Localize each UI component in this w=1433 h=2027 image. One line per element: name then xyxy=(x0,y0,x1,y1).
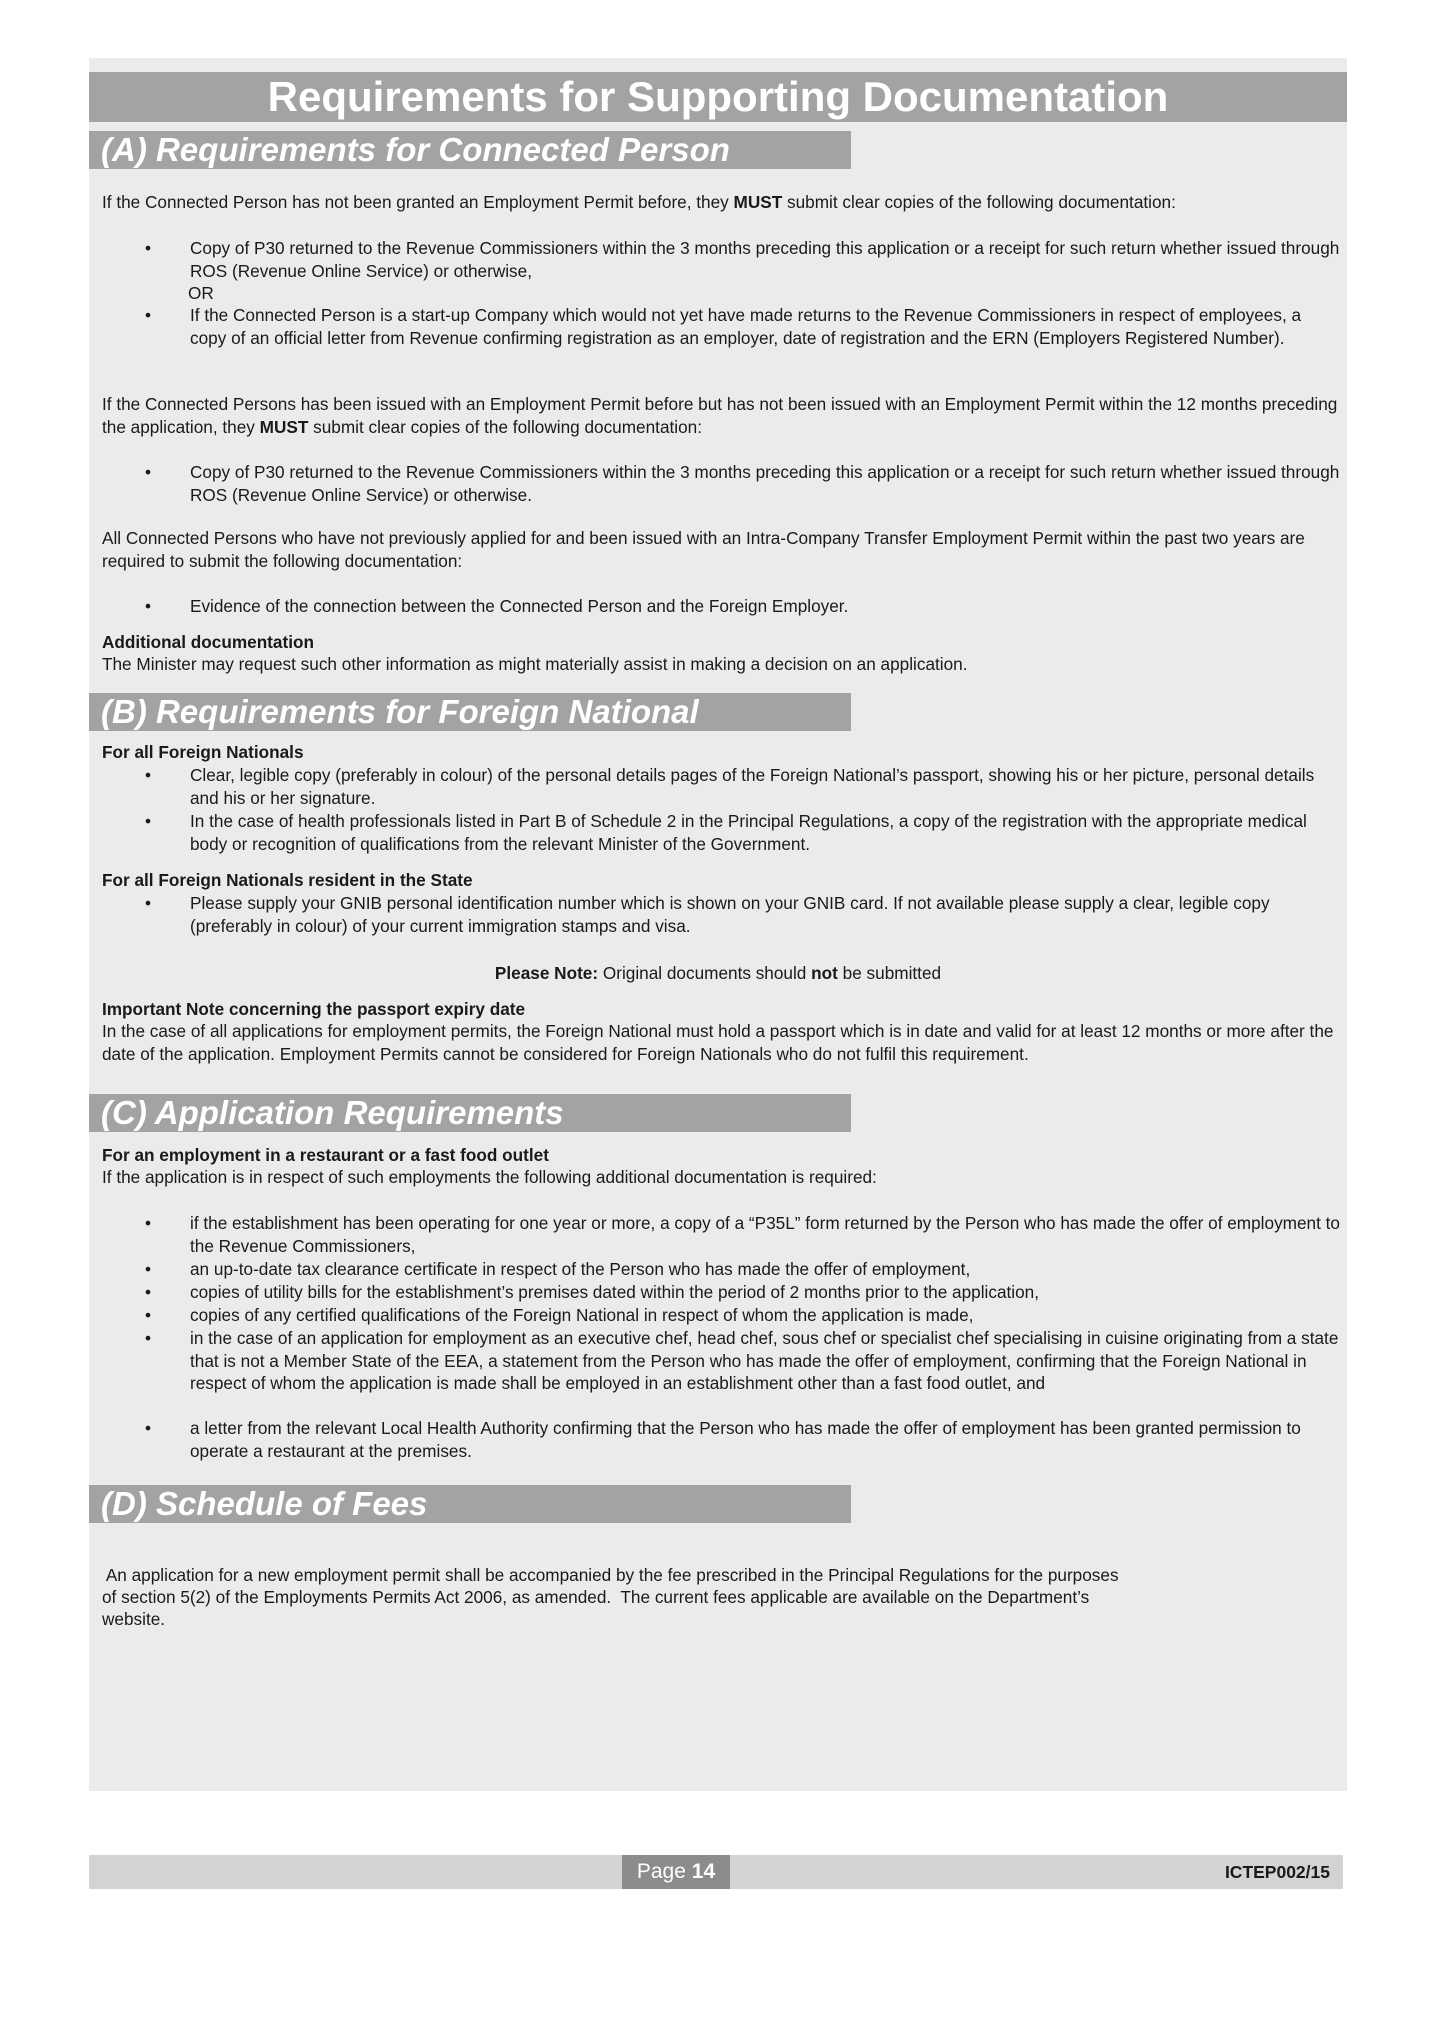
document-code: ICTEP002/15 xyxy=(1224,1862,1330,1882)
resident-nationals-heading: For all Foreign Nationals resident in the State xyxy=(102,870,473,890)
bullet-icon: • xyxy=(145,1418,152,1438)
list-item-text: Copy of P30 returned to the Revenue Commissioners within the 3 months preceding this application or a receipt for such return whether issued through ROS (Revenue Online Service) or otherwise. xyxy=(190,462,1340,505)
list-item-text: Evidence of the connection between the Connected Person and the Foreign Employer. xyxy=(190,596,849,616)
list-item-text: if the establishment has been operating for one year or more, a copy of a “P35L” form returned by the Person who has made the offer of employment to the Revenue Commissioners, xyxy=(190,1213,1340,1256)
bullet-icon: • xyxy=(145,1213,152,1233)
bullet-icon: • xyxy=(145,305,152,325)
list-item-text: a letter from the relevant Local Health Authority confirming that the Person who has made the offer of employment has been granted permission to operate a restaurant at the premises. xyxy=(190,1418,1301,1461)
list-item-text: copies of utility bills for the establishment’s premises dated within the period of 2 months prior to the application, xyxy=(190,1282,1040,1302)
fees-text-line-3: website. xyxy=(102,1609,166,1629)
list-item-text: If the Connected Person is a start-up Company which would not yet have made returns to the Revenue Commissioners in respect of employees, a copy of an official letter from Revenue confirming registration as an employer, date of registration and the ERN (Employers Registered Number). xyxy=(190,305,1302,348)
restaurant-intro: If the application is in respect of such employments the following additional documentation is required: xyxy=(102,1167,877,1187)
list-item-text: Please supply your GNIB personal identification number which is shown on your GNIB card. If not available please supply a clear, legible copy (preferably in colour) of your current immigration stamps and visa. xyxy=(190,893,1270,936)
section-a-intro-1: If the Connected Person has not been granted an Employment Permit before, they MUST submit clear copies of the following documentation: xyxy=(102,192,1176,212)
restaurant-heading: For an employment in a restaurant or a fast food outlet xyxy=(102,1145,549,1165)
bullet-icon: • xyxy=(145,1282,152,1302)
section-b-header: (B) Requirements for Foreign National xyxy=(89,693,851,731)
list-item-text: copies of any certified qualifications of the Foreign National in respect of whom the application is made, xyxy=(190,1305,974,1325)
bullet-icon: • xyxy=(145,1305,152,1325)
page-number: Page 14 xyxy=(622,1855,730,1889)
section-d-header: (D) Schedule of Fees xyxy=(89,1485,851,1523)
bullet-icon: • xyxy=(145,1259,152,1279)
additional-documentation-text: The Minister may request such other information as might materially assist in making a decision on an application. xyxy=(102,654,968,674)
page-title: Requirements for Supporting Documentation xyxy=(89,72,1347,122)
section-a-header: (A) Requirements for Connected Person xyxy=(89,131,851,169)
bullet-icon: • xyxy=(145,765,152,785)
fees-text-line-2: of section 5(2) of the Employments Permits Act 2006, as amended. The current fees applicable are available on the Department’s xyxy=(102,1587,1090,1607)
bullet-icon: • xyxy=(145,811,152,831)
section-a-intro-3: All Connected Persons who have not previously applied for and been issued with an Intra-Company Transfer Employment Permit within the past two years are required to submit the following documentation: xyxy=(102,528,1305,571)
list-item-text: Copy of P30 returned to the Revenue Commissioners within the 3 months preceding this application or a receipt for such return whether issued through ROS (Revenue Online Service) or otherwise, xyxy=(190,238,1340,281)
passport-expiry-heading: Important Note concerning the passport expiry date xyxy=(102,999,526,1019)
section-c-header: (C) Application Requirements xyxy=(89,1094,851,1132)
bullet-icon: • xyxy=(145,893,152,913)
or-separator: OR xyxy=(188,283,214,303)
section-a-intro-2: If the Connected Persons has been issued with an Employment Permit before but has not been issued with an Employment Permit within the 12 months preceding the application, they MUST submit clear copies of the following documentation: xyxy=(102,394,1338,437)
additional-documentation-heading: Additional documentation xyxy=(102,632,314,652)
list-item-text: an up-to-date tax clearance certificate in respect of the Person who has made the offer of employment, xyxy=(190,1259,971,1279)
fees-text-line-1: An application for a new employment permit shall be accompanied by the fee prescribed in the Principal Regulations for the purposes xyxy=(102,1565,1119,1585)
passport-expiry-text: In the case of all applications for employment permits, the Foreign National must hold a passport which is in date and valid for at least 12 months or more after the date of the application. Employment Permits cannot be considered for Foreign Nationals who do not fulfil this requirement. xyxy=(102,1021,1334,1064)
list-item-text: In the case of health professionals listed in Part B of Schedule 2 in the Principal Regulations, a copy of the registration with the appropriate medical body or recognition of qualifications from the relevant Minister of the Government. xyxy=(190,811,1307,854)
please-note: Please Note: Original documents should not be submitted xyxy=(494,963,942,983)
foreign-nationals-heading: For all Foreign Nationals xyxy=(102,742,304,762)
list-item-text: Clear, legible copy (preferably in colour) of the personal details pages of the Foreign National’s passport, showing his or her picture, personal details and his or her signature. xyxy=(190,765,1315,808)
bullet-icon: • xyxy=(145,238,152,258)
bullet-icon: • xyxy=(145,596,152,616)
bullet-icon: • xyxy=(145,1328,152,1348)
bullet-icon: • xyxy=(145,462,152,482)
list-item-text: in the case of an application for employment as an executive chef, head chef, sous chef or specialist chef specialising in cuisine originating from a state that is not a Member State of the EEA, a statement from the Person who has made the offer of employment, confirming that the Foreign National in respect of whom the application is made shall be employed in an establishment other than a fast food outlet, and xyxy=(190,1328,1339,1393)
